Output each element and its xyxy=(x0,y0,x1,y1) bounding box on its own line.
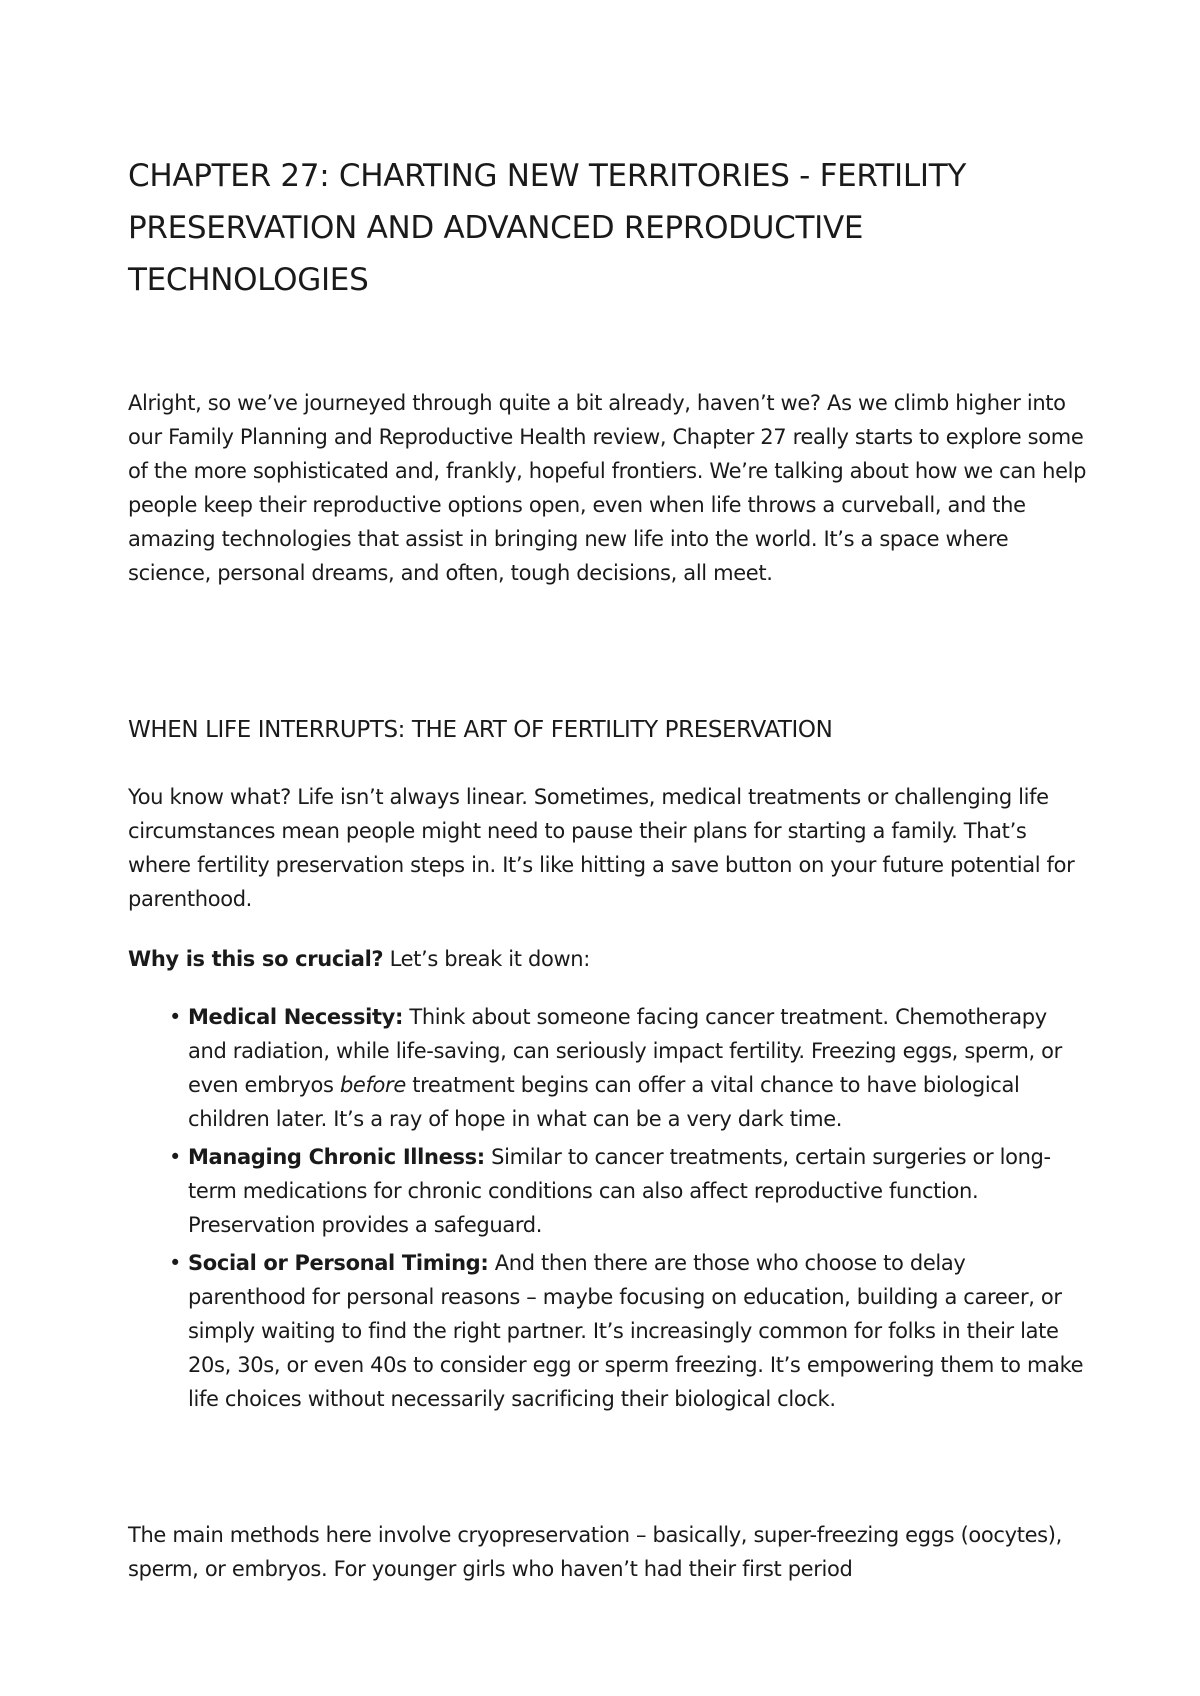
intro-paragraph: Alright, so we’ve journeyed through quite a bit already, haven’t we? As we climb higher into our Family Planning and Reproductive Health review, Chapter 27 really starts to explore some of the more sophisticated and, frankly, hopeful frontiers. We’re talking about how we can help people keep their reproductive options open, even when life throws a curveball, and the amazing technologies that assist in bringing new life into the world. It’s a space where science, personal dreams, and often, tough decisions, all meet. xyxy=(128,391,1087,585)
section-paragraph-1: You know what? Life isn’t always linear. Sometimes, medical treatments or challenging life circumstances mean people might need to pause their plans for starting a family. That’s where fertility preservation steps in. It’s like hitting a save button on your future potential for parenthood. xyxy=(128,785,1075,911)
list-item-text: And then there are those who choose to delay parenthood for personal reasons – maybe focusing on education, building a career, or simply waiting to find the right partner. It’s increasingly common for folks in their late 20s, 30s, or even 40s to consider egg or sperm freezing. It’s empowering them to make life choices without necessarily sacrificing their biological clock. xyxy=(188,1251,1084,1411)
list-item-text: Think about someone facing cancer treatment. Chemotherapy and radiation, while life-saving, can seriously impact fertility. Freezing eggs, sperm, or even embryos xyxy=(188,1005,1062,1097)
list-item-label: Managing Chronic Illness: xyxy=(188,1145,485,1169)
reasons-list xyxy=(128,1000,1088,1420)
section-paragraph-3: The main methods here involve cryopreservation – basically, super-freezing eggs (oocytes), sperm, or embryos. For younger girls who haven’t had their first period xyxy=(128,1523,1062,1581)
list-item-emphasis: before xyxy=(339,1073,406,1097)
why-bold-lead: Why is this so crucial? xyxy=(128,947,384,971)
why-paragraph xyxy=(128,942,1088,976)
list-item-medical-necessity xyxy=(128,1000,1088,1136)
list-item-label: Medical Necessity: xyxy=(188,1005,404,1029)
bullet-icon: • xyxy=(169,1005,182,1029)
list-item-label: Social or Personal Timing: xyxy=(188,1251,489,1275)
list-item-chronic-illness xyxy=(128,1140,1088,1242)
list-item-text: Similar to cancer treatments, certain surgeries or long-term medications for chronic conditions can also affect reproductive function. Preservation provides a safeguard. xyxy=(188,1145,1051,1237)
section-heading: WHEN LIFE INTERRUPTS: THE ART OF FERTILITY PRESERVATION xyxy=(128,717,833,743)
chapter-title: CHAPTER 27: CHARTING NEW TERRITORIES - FERTILITY PRESERVATION AND ADVANCED REPRODUCTIVE TECHNOLOGIES xyxy=(128,158,966,298)
bullet-icon: • xyxy=(169,1145,182,1169)
list-item-text: treatment begins can offer a vital chance to have biological children later. It’s a ray of hope in what can be a very dark time. xyxy=(188,1073,1020,1131)
why-rest-text: Let’s break it down: xyxy=(383,947,590,971)
list-item-personal-timing xyxy=(128,1246,1088,1416)
bullet-icon: • xyxy=(169,1251,182,1275)
